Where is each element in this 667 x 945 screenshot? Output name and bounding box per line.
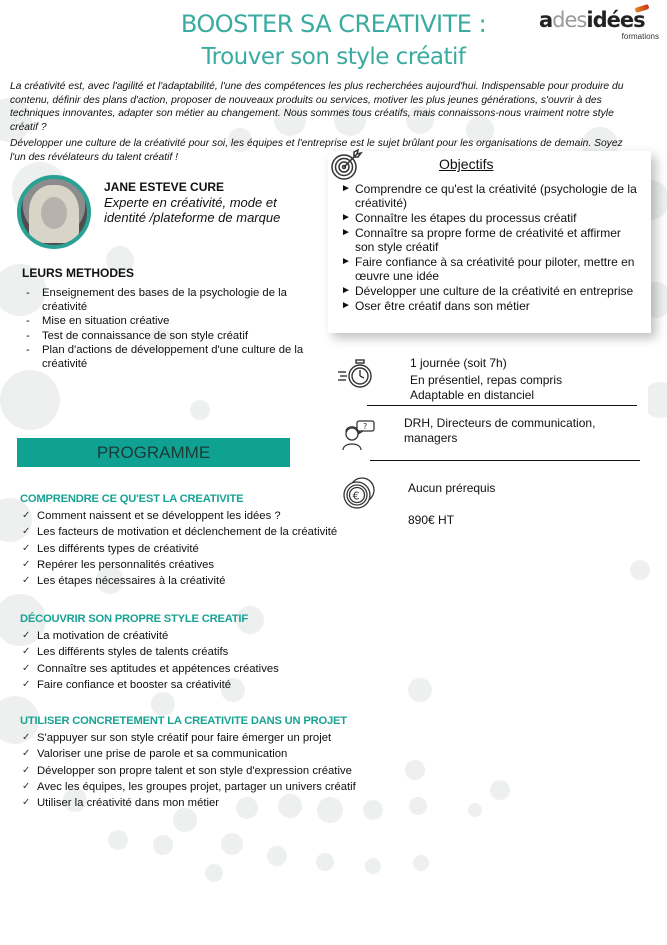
list-item: ► Connaître sa propre forme de créativité et affirmer son style créatif [341, 225, 621, 255]
check-icon: ✓ [22, 542, 31, 554]
list-item: ► Faire confiance à sa créativité pour piloter, mettre en œuvre une idée [341, 254, 635, 284]
arrow-right-icon: ► [341, 285, 351, 297]
target-icon [329, 148, 365, 182]
list-item: ✓ Repérer les personnalités créatives [22, 557, 382, 573]
check-icon: ✓ [22, 575, 31, 587]
intro-paragraph-1: La créativité est, avec l'agilité et l'adaptabilité, l'une des compétences les plus recherchées aujourd'hui. Indispensable pour produire du contenu, définir des plans d'action, proposer de nouveaux produits ou services, motiver les plus jeunes générations, s'ouvrir à des techniques innovantes, adapter son métier au changement. Nous sommes tous créatifs, mais connaissons-nous vraiment notre style créatif ? [10, 81, 624, 133]
format-text: En présentiel, repas compris [410, 373, 563, 387]
programme-header: PROGRAMME [17, 438, 290, 467]
list-item: ✓ Les différents styles de talents créatifs [22, 644, 382, 660]
section-list [22, 508, 382, 589]
list-item: ✓ Valoriser une prise de parole et sa communication [22, 746, 402, 762]
arrow-right-icon: ► [341, 183, 351, 194]
section-list [22, 628, 382, 693]
price-text: 890€ HT [408, 513, 455, 527]
check-icon: ✓ [22, 732, 31, 743]
check-icon: ✓ [22, 646, 31, 658]
arrow-right-icon: ► [341, 255, 351, 267]
list-item: ✓ Connaître ses aptitudes et appétences créatives [22, 661, 382, 677]
svg-text:€: € [352, 489, 360, 503]
objectives-title: Objectifs [439, 156, 494, 172]
list-item: - Mise en situation créative [26, 315, 170, 327]
list-item: ✓ Développer son propre talent et son style d'expression créative [22, 763, 402, 779]
methods-title: LEURS METHODES [22, 266, 135, 280]
duration-text: 1 journée (soit 7h) [410, 356, 507, 370]
divider [370, 460, 640, 461]
remote-text: Adaptable en distanciel [410, 388, 535, 402]
list-item: ► Oser être créatif dans son métier [341, 298, 530, 313]
page-title: BOOSTER SA CREATIVITE : [180, 10, 487, 38]
list-item: ► Développer une culture de la créativité en entreprise [341, 284, 634, 299]
divider [367, 405, 637, 406]
objectives-list [341, 182, 641, 314]
list-item: ✓ Faire confiance et booster sa créativité [22, 677, 382, 693]
check-icon: ✓ [22, 748, 31, 760]
check-icon: ✓ [22, 630, 31, 641]
check-icon: ✓ [22, 662, 31, 674]
company-logo [533, 6, 663, 46]
list-item: - Test de connaissance de son style créatif [26, 329, 248, 342]
svg-text:?: ? [363, 422, 368, 431]
list-item: - Enseignement des bases de la psychologie de la créativité [26, 287, 287, 313]
list-item: ✓ Les étapes nécessaires à la créativité [22, 573, 382, 589]
euro-coins-icon [340, 475, 380, 511]
prerequisites-text: Aucun prérequis [408, 481, 496, 495]
check-icon: ✓ [22, 797, 31, 809]
trainer-role: Experte en créativité, mode et identité /plateforme de marque [104, 195, 281, 225]
audience-text: DRH, Directeurs de communication, managers [404, 416, 596, 445]
list-item: ✓ La motivation de créativité [22, 628, 382, 644]
section-title: UTILISER CONCRETEMENT LA CREATIVITE DANS UN PROJET [20, 715, 347, 727]
arrow-right-icon: ► [341, 299, 351, 311]
section-title: COMPRENDRE CE QU'EST LA CREATIVITE [20, 493, 244, 505]
logo-wordmark: adesidées [539, 8, 645, 32]
list-item: ✓ Les différents types de créativité [22, 541, 382, 557]
arrow-right-icon: ► [341, 226, 351, 238]
methods-list [26, 287, 306, 372]
check-icon: ✓ [22, 558, 31, 570]
list-item: ✓ S'appuyer sur son style créatif pour faire émerger un projet [22, 730, 402, 746]
list-item: ► Comprendre ce qu'est la créativité (psychologie de la créativité) [341, 182, 637, 211]
list-item: - Plan d'actions de développement d'une culture de la créativité [26, 344, 304, 370]
person-question-icon [340, 418, 376, 450]
list-item: ✓ Avec les équipes, les groupes projet, partager un univers créatif [22, 779, 402, 795]
stopwatch-icon [336, 357, 376, 391]
list-item: ✓ Utiliser la créativité dans mon métier [22, 795, 402, 811]
list-item: ► Connaître les étapes du processus créatif [341, 211, 577, 226]
logo-subtitle: formations [621, 32, 659, 41]
trainer-photo [17, 175, 91, 249]
section-title: DÉCOUVRIR SON PROPRE STYLE CREATIF [20, 613, 248, 625]
check-icon: ✓ [22, 780, 31, 792]
arrow-right-icon: ► [341, 212, 351, 224]
check-icon: ✓ [22, 678, 31, 690]
list-item: ✓ Les facteurs de motivation et déclenchement de la créativité [22, 524, 382, 540]
section-list [22, 730, 402, 811]
page-subtitle: Trouver son style créatif [201, 44, 466, 70]
intro-paragraph-2: Développer une culture de la créativité pour soi, les équipes et l'entreprise est le sujet brûlant pour les organisations de demain. Soyez l'un des révélateurs du talent créatif ! [10, 138, 623, 163]
check-icon: ✓ [22, 764, 31, 776]
check-icon: ✓ [22, 510, 31, 521]
list-item: ✓ Comment naissent et se développent les idées ? [22, 508, 382, 524]
trainer-name: JANE ESTEVE CURE [104, 180, 225, 194]
check-icon: ✓ [22, 526, 31, 538]
